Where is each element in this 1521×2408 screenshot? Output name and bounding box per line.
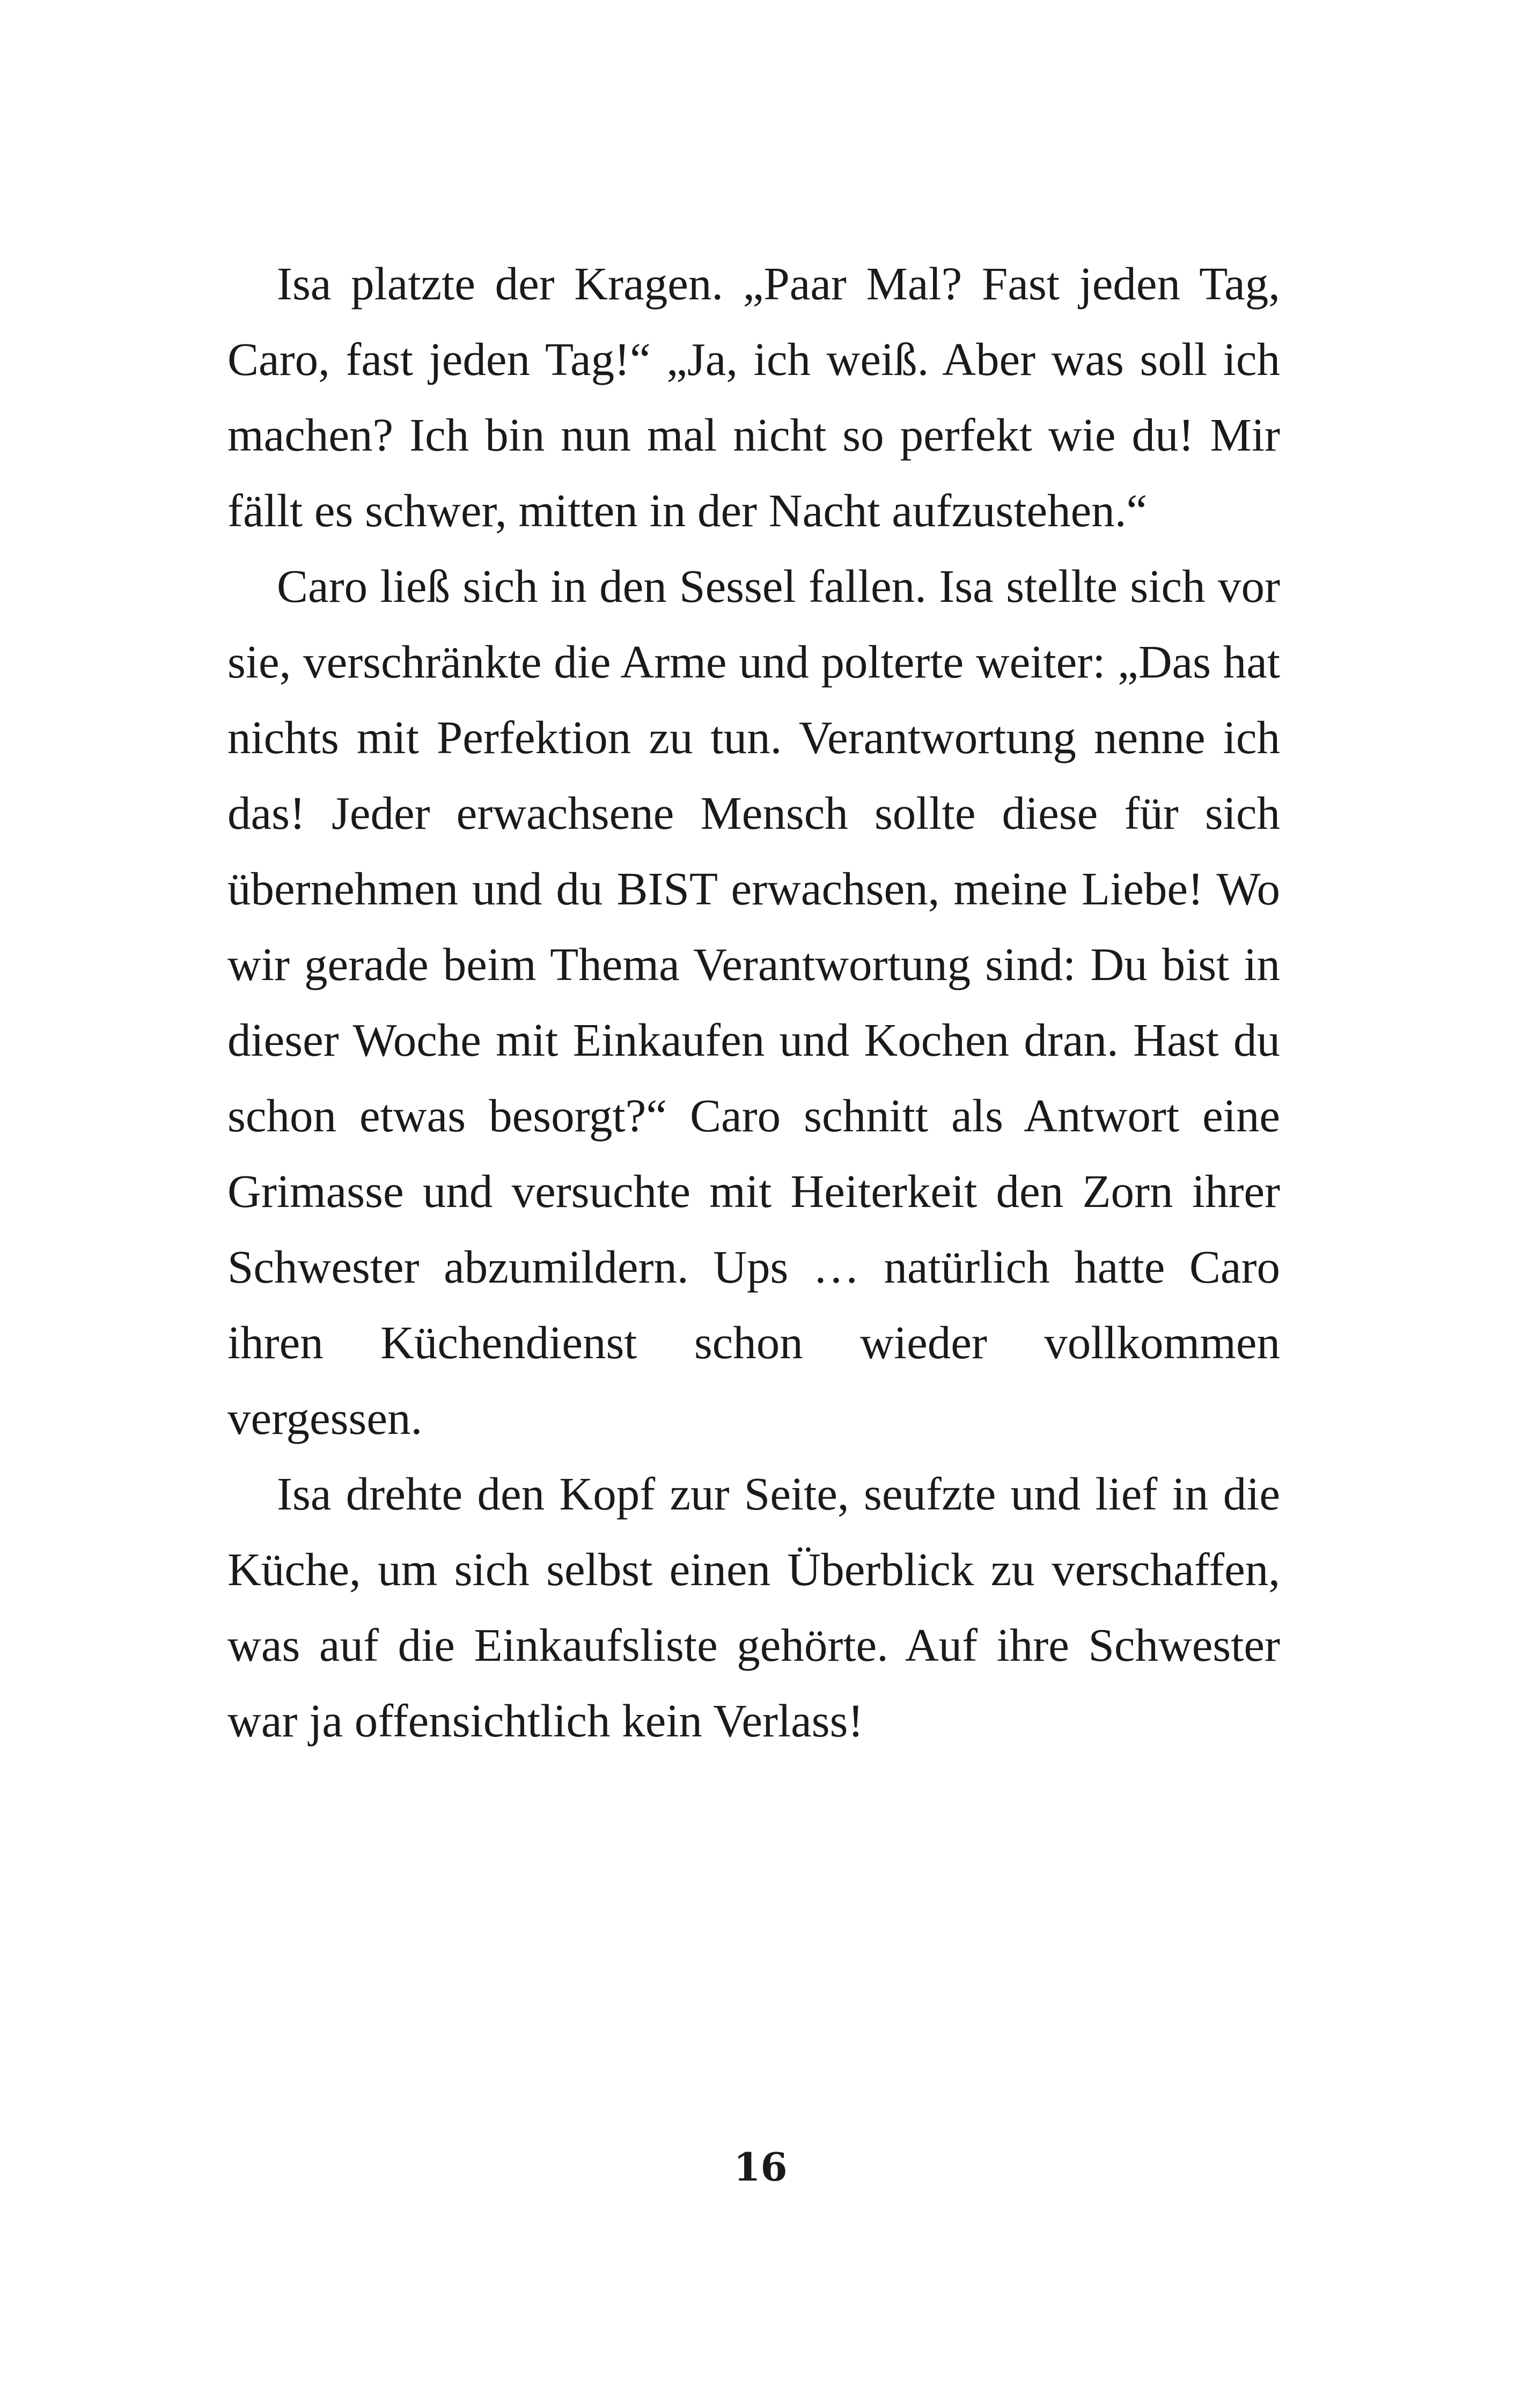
- paragraph-3: Isa drehte den Kopf zur Seite, seufzte und lief in die Küche, um sich selbst einen Überblick zu verschaffen, was auf die Einkaufsliste gehörte. Auf ihre Schwester war ja offensichtlich kein Verlass!: [227, 1468, 1280, 1747]
- body-text: [227, 246, 1280, 1758]
- page-number: 16: [733, 2144, 788, 2190]
- paragraph-2: Caro ließ sich in den Sessel fallen. Isa stellte sich vor sie, verschränkte die Arme und polterte weiter: „Das hat nichts mit Perfektion zu tun. Verantwortung nenne ich das! Jeder erwachsene Mensch sollte diese für sich übernehmen und du BIST erwachsen, meine Liebe! Wo wir gerade beim Thema Verantwortung sind: Du bist in dieser Woche mit Einkaufen und Kochen dran. Hast du schon etwas besorgt?“ Caro schnitt als Antwort eine Grimasse und versuchte mit Heiterkeit den Zorn ihrer Schwester abzumildern. Ups … natürlich hatte Caro ihren Küchendienst schon wieder vollkommen vergessen.: [227, 560, 1280, 1444]
- paragraph-1: Isa platzte der Kragen. „Paar Mal? Fast jeden Tag, Caro, fast jeden Tag!“ „Ja, ich weiß. Aber was soll ich machen? Ich bin nun mal nicht so perfekt wie du! Mir fällt es schwer, mitten in der Nacht aufzustehen.“: [227, 257, 1280, 536]
